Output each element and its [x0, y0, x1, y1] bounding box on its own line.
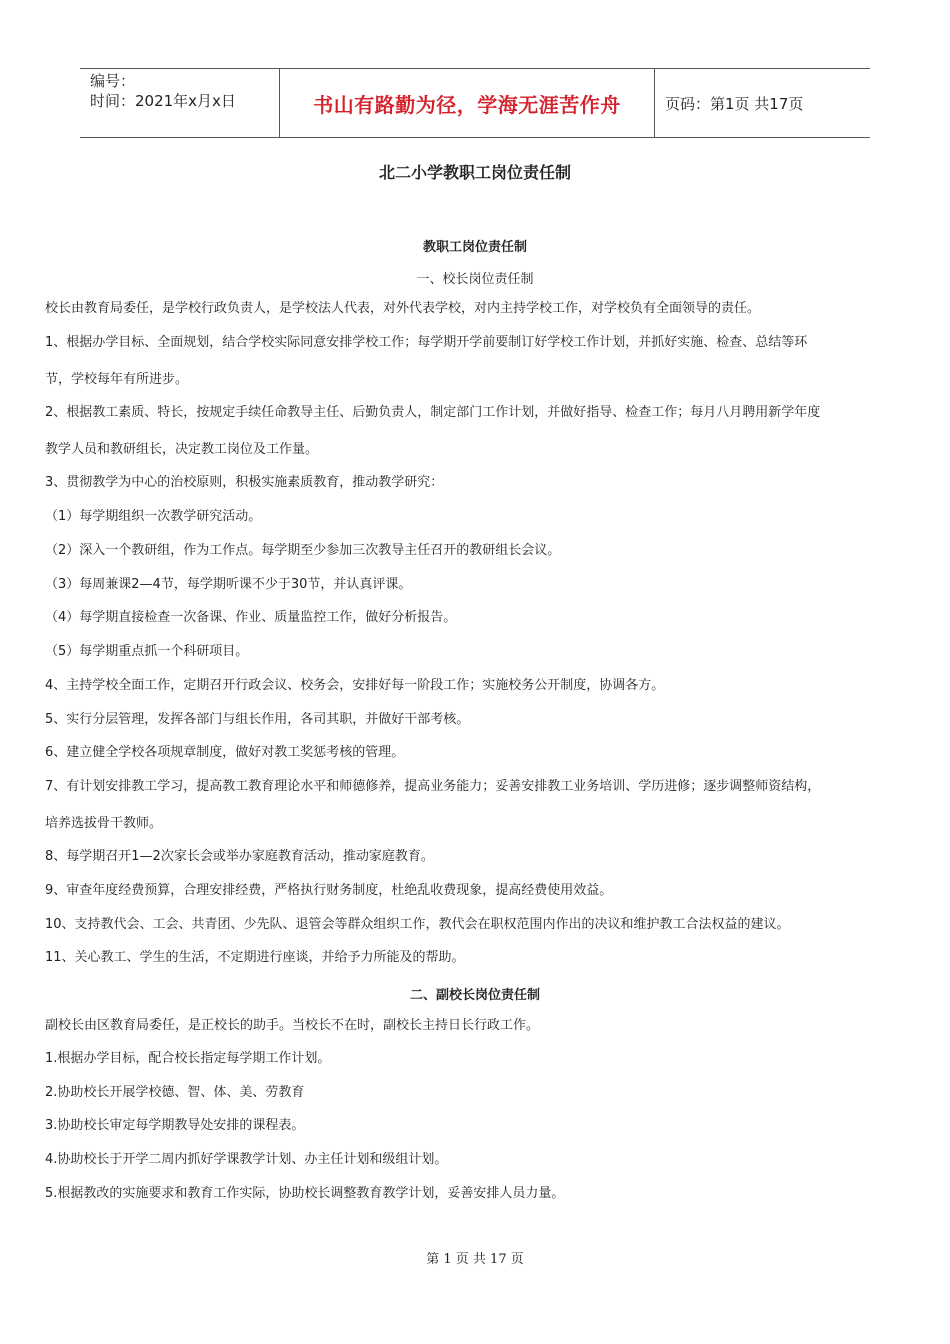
paragraph: 节，学校每年有所进步。	[45, 372, 189, 387]
paragraph: 3.协助校长审定每学期教导处安排的课程表。	[45, 1118, 305, 1133]
paragraph: 1、根据办学目标、全面规划，结合学校实际同意安排学校工作；每学期开学前要制订好学校工作计划，并抓好实施、检查、总结等环	[45, 335, 808, 350]
time-label: 时间：2021年x月x日	[90, 92, 236, 110]
paragraph: 4.协助校长于开学二周内抓好学课教学计划、办主任计划和级组计划。	[45, 1152, 448, 1167]
paragraph: 2.协助校长开展学校德、智、体、美、劳教育	[45, 1085, 305, 1100]
paragraph: 教学人员和教研组长，决定教工岗位及工作量。	[45, 442, 319, 457]
number-label: 编号：	[90, 72, 136, 90]
paragraph: （2）深入一个教研组，作为工作点。每学期至少参加三次教导主任召开的教研组长会议。	[45, 543, 561, 558]
page-footer: 第 1 页 共 17 页	[426, 1252, 524, 1267]
paragraph: 10、支持教代会、工会、共青团、少先队、退管会等群众组织工作，教代会在职权范围内作出的决议和维护教工合法权益的建议。	[45, 917, 790, 932]
paragraph: 5、实行分层管理，发挥各部门与组长作用，各司其职，并做好干部考核。	[45, 712, 470, 727]
paragraph: 1.根据办学目标，配合校长指定每学期工作计划。	[45, 1051, 331, 1066]
section-2-title: 二、副校长岗位责任制	[409, 988, 540, 1003]
paragraph: 校长由教育局委任，是学校行政负责人，是学校法人代表，对外代表学校，对内主持学校工作，对学校负有全面领导的责任。	[45, 301, 761, 316]
header-meta	[80, 69, 280, 137]
paragraph: 4、主持学校全面工作，定期召开行政会议、校务会，安排好每一阶段工作；实施校务公开制度，协调各方。	[45, 678, 665, 693]
header-page-label: 页码：第1页 共17页	[665, 94, 804, 113]
paragraph: 8、每学期召开1—2次家长会或举办家庭教育活动，推动家庭教育。	[45, 849, 434, 864]
paragraph: 6、建立健全学校各项规章制度，做好对教工奖惩考核的管理。	[45, 745, 405, 760]
paragraph: 5.根据教改的实施要求和教育工作实际，协助校长调整教育教学计划，妥善安排人员力量。	[45, 1186, 565, 1201]
paragraph: 2、根据教工素质、特长，按规定手续任命教导主任、后勤负责人，制定部门工作计划，并做好指导、检查工作；每月八月聘用新学年度	[45, 405, 821, 420]
header-motto: 书山有路勤为径，学海无涯苦作舟	[280, 69, 655, 137]
paragraph: （3）每周兼课2—4节，每学期听课不少于30节，并认真评课。	[45, 577, 412, 592]
section-1-title: 一、校长岗位责任制	[416, 272, 534, 287]
paragraph: 培养选拔骨干教师。	[45, 816, 163, 831]
paragraph: 9、审查年度经费预算，合理安排经费，严格执行财务制度，杜绝乱收费现象，提高经费使用效益。	[45, 883, 613, 898]
paragraph: （1）每学期组织一次教学研究活动。	[45, 509, 262, 524]
paragraph: 11、关心教工、学生的生活，不定期进行座谈，并给予力所能及的帮助。	[45, 950, 465, 965]
paragraph: （4）每学期直接检查一次备课、作业、质量监控工作，做好分析报告。	[45, 610, 457, 625]
paragraph: （5）每学期重点抓一个科研项目。	[45, 644, 249, 659]
paragraph: 3、贯彻教学为中心的治校原则，积极实施素质教育，推动教学研究：	[45, 475, 444, 490]
subtitle: 教职工岗位责任制	[422, 240, 527, 255]
paragraph: 7、有计划安排教工学习，提高教工教育理论水平和师德修养，提高业务能力；妥善安排教工业务培训、学历进修；逐步调整师资结构，	[45, 779, 821, 794]
header-table	[80, 68, 870, 138]
paragraph: 副校长由区教育局委任，是正校长的助手。当校长不在时，副校长主持日长行政工作。	[45, 1018, 540, 1033]
document-title: 北二小学教职工岗位责任制	[378, 163, 571, 182]
